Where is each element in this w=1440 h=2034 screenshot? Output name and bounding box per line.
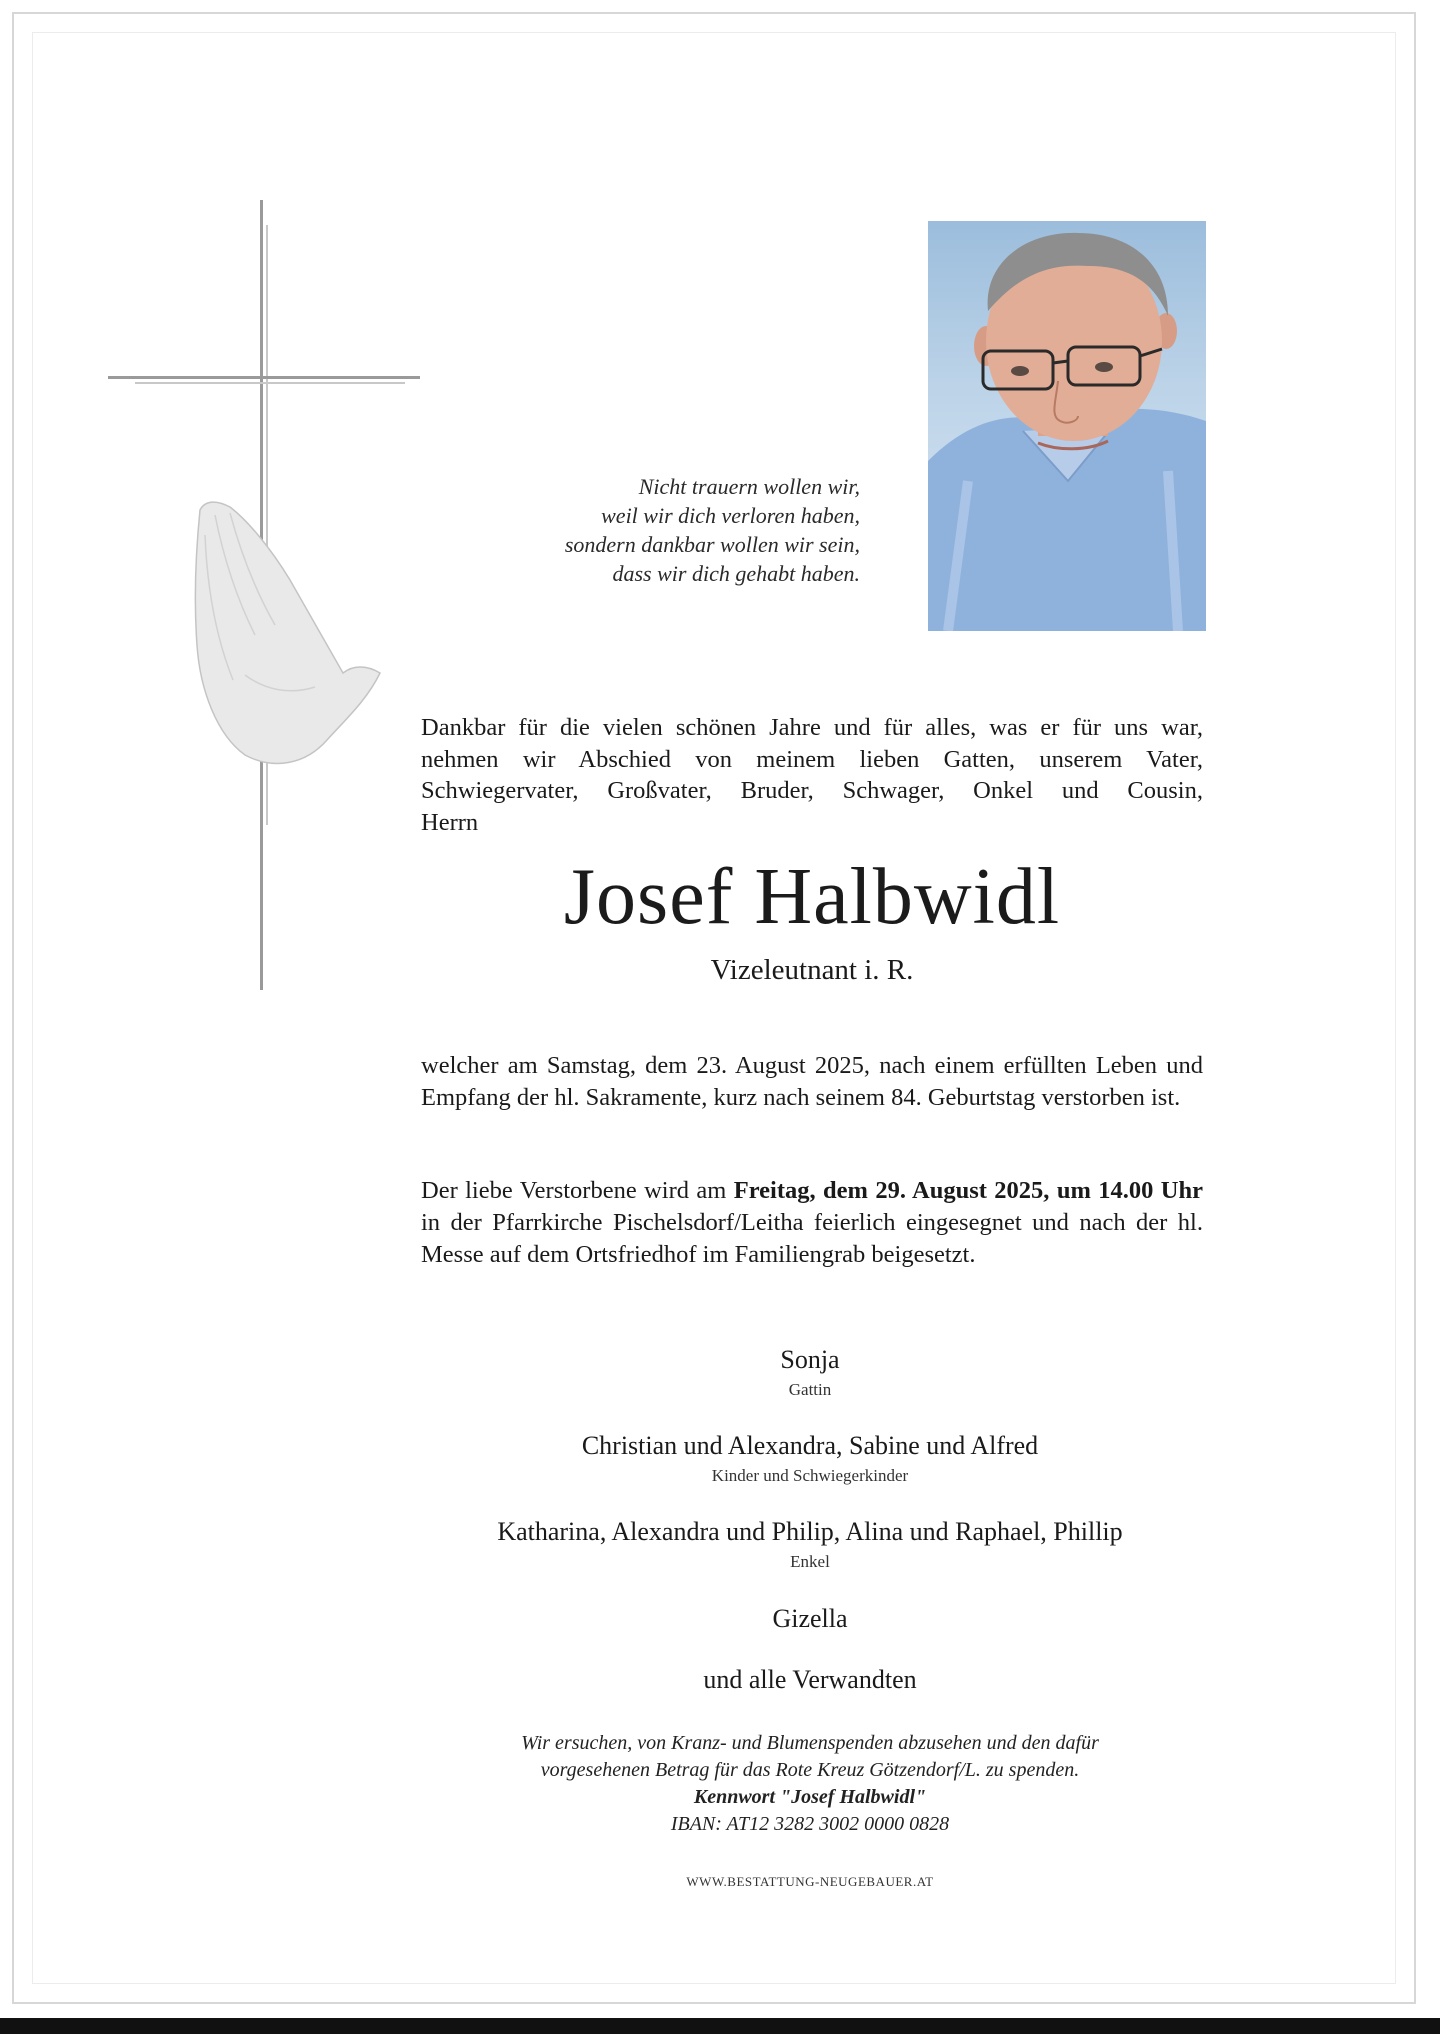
donation-iban: IBAN: AT12 3282 3002 0000 0828 bbox=[670, 1813, 950, 1835]
death-notice-paragraph: welcher am Samstag, dem 23. August 2025, nach einem erfüllten Leben und Empfang der hl. Sakramente, kurz nach seinem 84. Geburtstag verstorben ist. bbox=[421, 1052, 1203, 1111]
poem-line: Nicht trauern wollen wir, bbox=[638, 474, 860, 499]
donation-line: Wir ersuchen, von Kranz- und Blumenspenden abzusehen und den dafür bbox=[521, 1732, 1099, 1754]
mourner-names: Sonja bbox=[780, 1345, 840, 1374]
poem-line: weil wir dich verloren haben, bbox=[601, 503, 860, 528]
intro-line: Dankbar für die vielen schönen Jahre und für alles, was er für uns war, bbox=[421, 714, 1203, 741]
deceased-title: Vizeleutnant i. R. bbox=[710, 954, 914, 986]
poem-line: sondern dankbar wollen wir sein, bbox=[564, 532, 860, 557]
donation-request bbox=[340, 1730, 1280, 1838]
mourner-names: Katharina, Alexandra und Philip, Alina und Raphael, Phillip bbox=[497, 1517, 1123, 1546]
poem-quote bbox=[430, 472, 860, 588]
mourner-names: und alle Verwandten bbox=[703, 1665, 917, 1694]
funeral-text-pre: Der liebe Verstorbene wird am bbox=[421, 1177, 734, 1204]
intro-paragraph bbox=[421, 712, 1203, 838]
mourner-relation: Kinder und Schwiegerkinder bbox=[711, 1466, 909, 1485]
portrait-photo bbox=[928, 221, 1206, 631]
intro-line: Herrn bbox=[421, 808, 479, 836]
intro-line: Schwiegervater, Großvater, Bruder, Schwager, Onkel und Cousin, bbox=[421, 777, 1203, 804]
funeral-home-website[interactable]: WWW.BESTATTUNG-NEUGEBAUER.AT bbox=[686, 1874, 934, 1889]
deceased-name: Josef Halbwidl bbox=[563, 853, 1061, 941]
poem-line: dass wir dich gehabt haben. bbox=[612, 561, 860, 586]
intro-line: nehmen wir Abschied von meinem lieben Gatten, unserem Vater, bbox=[421, 745, 1203, 773]
cross-icon bbox=[105, 195, 425, 995]
mourner-names: Christian und Alexandra, Sabine und Alfred bbox=[581, 1431, 1039, 1460]
funeral-paragraph bbox=[421, 1175, 1203, 1271]
mourner-names: Gizella bbox=[772, 1604, 848, 1633]
donation-line: vorgesehenen Betrag für das Rote Kreuz Götzendorf/L. zu spenden. bbox=[540, 1759, 1080, 1781]
bottom-bar bbox=[0, 2018, 1440, 2034]
portrait-image bbox=[928, 221, 1206, 631]
praying-hands-icon bbox=[195, 502, 380, 763]
mourner-relation: Gattin bbox=[788, 1380, 832, 1399]
funeral-date: Freitag, dem 29. August 2025, um 14.00 Uhr bbox=[733, 1177, 1203, 1204]
mourner-relation: Enkel bbox=[790, 1552, 830, 1571]
cross-with-praying-hands-image bbox=[105, 195, 425, 995]
funeral-text-post: in der Pfarrkirche Pischelsdorf/Leitha feierlich eingesegnet und nach der hl. Messe auf dem Ortsfriedhof im Familiengrab beigesetzt. bbox=[421, 1209, 1203, 1268]
donation-keyword: Kennwort "Josef Halbwidl" bbox=[693, 1786, 927, 1808]
